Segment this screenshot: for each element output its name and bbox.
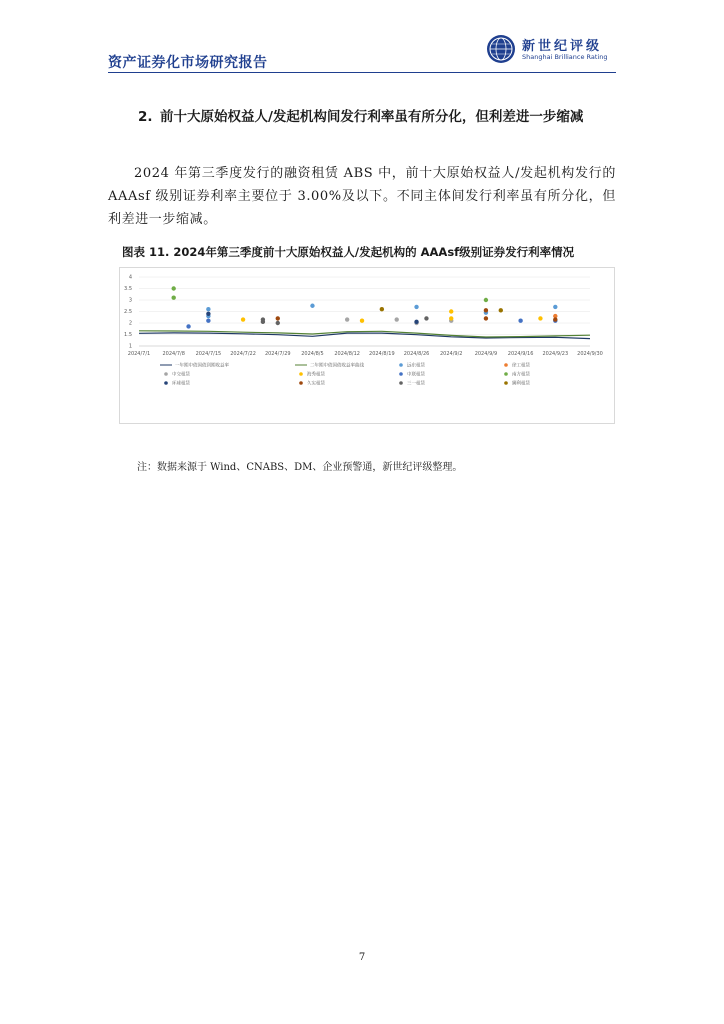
y-tick-label: 3 [128, 297, 132, 304]
rate-point [553, 305, 557, 309]
x-tick-label: 2024/8/26 [403, 351, 430, 357]
rate-point [171, 296, 175, 300]
source-note: 注：数据来源于 Wind、CNABS、DM、企业预警通，新世纪评级整理。 [137, 462, 463, 473]
rate-point [345, 317, 349, 321]
rate-point [310, 304, 314, 308]
x-tick-label: 2024/7/22 [230, 351, 256, 357]
legend-dot-marker [164, 381, 168, 385]
legend-dot-marker [504, 372, 508, 376]
rate-point [380, 307, 384, 311]
rate-point [518, 319, 522, 323]
globe-emblem-icon [486, 34, 516, 64]
x-tick-label: 2024/7/8 [162, 351, 185, 357]
legend-label: 久实租赁 [307, 381, 325, 387]
rate-point [206, 307, 210, 311]
legend-dot-marker [504, 381, 508, 385]
rate-point [449, 316, 453, 320]
x-tick-label: 2024/9/16 [507, 351, 534, 357]
rate-point [206, 312, 210, 316]
rate-point [171, 286, 175, 290]
legend-dot-marker [399, 381, 403, 385]
x-tick-label: 2024/9/23 [542, 351, 569, 357]
x-tick-label: 2024/8/19 [369, 351, 395, 357]
header-divider [108, 72, 616, 73]
legend-dot-marker [399, 363, 403, 367]
report-header-title: 资产证券化市场研究报告 [108, 55, 268, 71]
y-tick-label: 2.5 [124, 309, 132, 316]
rate-point [276, 321, 280, 325]
rate-point [186, 324, 190, 328]
legend-label: 徐工租赁 [512, 363, 530, 369]
legend-dot-marker [164, 372, 168, 376]
rate-point [206, 319, 210, 323]
legend-label: 二年期中债国债收益率曲线 [310, 363, 364, 369]
rate-point [484, 308, 488, 312]
rate-point [484, 316, 488, 320]
y-tick-label: 1.5 [124, 332, 132, 339]
logo-chinese-name: 新世纪评级 [522, 39, 603, 54]
rate-point [449, 309, 453, 313]
section-heading [138, 106, 618, 129]
x-tick-label: 2024/9/9 [474, 351, 498, 357]
body-paragraph: 2024 年第三季度发行的融资租赁 ABS 中，前十大原始权益人/发起机构发行的 AAAsf 级别证券利率主要位于 3.00%及以下。不同主体间发行利率虽有所分化，但利差进一步缩减。 [108, 166, 616, 227]
chart-container [119, 267, 615, 424]
rate-point [538, 316, 542, 320]
rate-point [276, 316, 280, 320]
legend-label: 南方租赁 [512, 372, 530, 378]
rate-point [553, 317, 557, 321]
rate-scatter-chart [120, 268, 614, 423]
x-tick-label: 2024/7/1 [127, 351, 151, 357]
figure-title: 2024年第三季度前十大原始权益人/发起机构的 AAAsf级别证券发行利率情况 [173, 245, 575, 259]
x-tick-label: 2024/8/12 [334, 351, 360, 357]
legend-label: 远东租赁 [407, 363, 425, 369]
company-logo [486, 34, 616, 66]
legend-label: 中交租赁 [172, 372, 190, 378]
legend-dot-marker [399, 372, 403, 376]
rate-point [414, 320, 418, 324]
rate-point [395, 317, 399, 321]
legend-dot-marker [299, 381, 303, 385]
x-tick-label: 2024/8/5 [301, 351, 324, 357]
y-tick-label: 4 [128, 274, 132, 281]
y-tick-label: 1 [128, 343, 132, 350]
rate-point [241, 317, 245, 321]
figure-label: 图表 11. [122, 245, 170, 259]
page-number: 7 [358, 952, 366, 963]
legend-label: 三一租赁 [407, 381, 425, 387]
y-tick-label: 2 [128, 320, 132, 327]
x-tick-label: 2024/9/30 [577, 351, 603, 357]
rate-point [414, 305, 418, 309]
legend-label: 中联租赁 [407, 372, 425, 378]
logo-english-name: Shanghai Brilliance Rating [522, 53, 608, 61]
figure-caption [122, 244, 622, 260]
x-tick-label: 2024/7/15 [195, 351, 222, 357]
x-tick-label: 2024/9/2 [439, 351, 463, 357]
section-title: 前十大原始权益人/发起机构间发行利率虽有所分化，但利差进一步缩减 [160, 109, 584, 125]
legend-label: 狮利租赁 [512, 381, 530, 387]
legend-dot-marker [299, 372, 303, 376]
yield-line [139, 331, 590, 337]
legend-dot-marker [504, 363, 508, 367]
legend-label: 海秀租赁 [307, 372, 325, 378]
y-tick-label: 3.5 [124, 286, 132, 293]
legend-label: 一年期中债国债到期收益率 [175, 363, 229, 369]
rate-point [360, 319, 364, 323]
rate-point [424, 316, 428, 320]
x-tick-label: 2024/7/29 [264, 351, 291, 357]
legend-label: 环球租赁 [172, 381, 190, 387]
rate-point [261, 320, 265, 324]
rate-point [499, 308, 503, 312]
section-number: 2. [138, 109, 153, 125]
yield-line [139, 333, 590, 339]
rate-point [484, 298, 488, 302]
